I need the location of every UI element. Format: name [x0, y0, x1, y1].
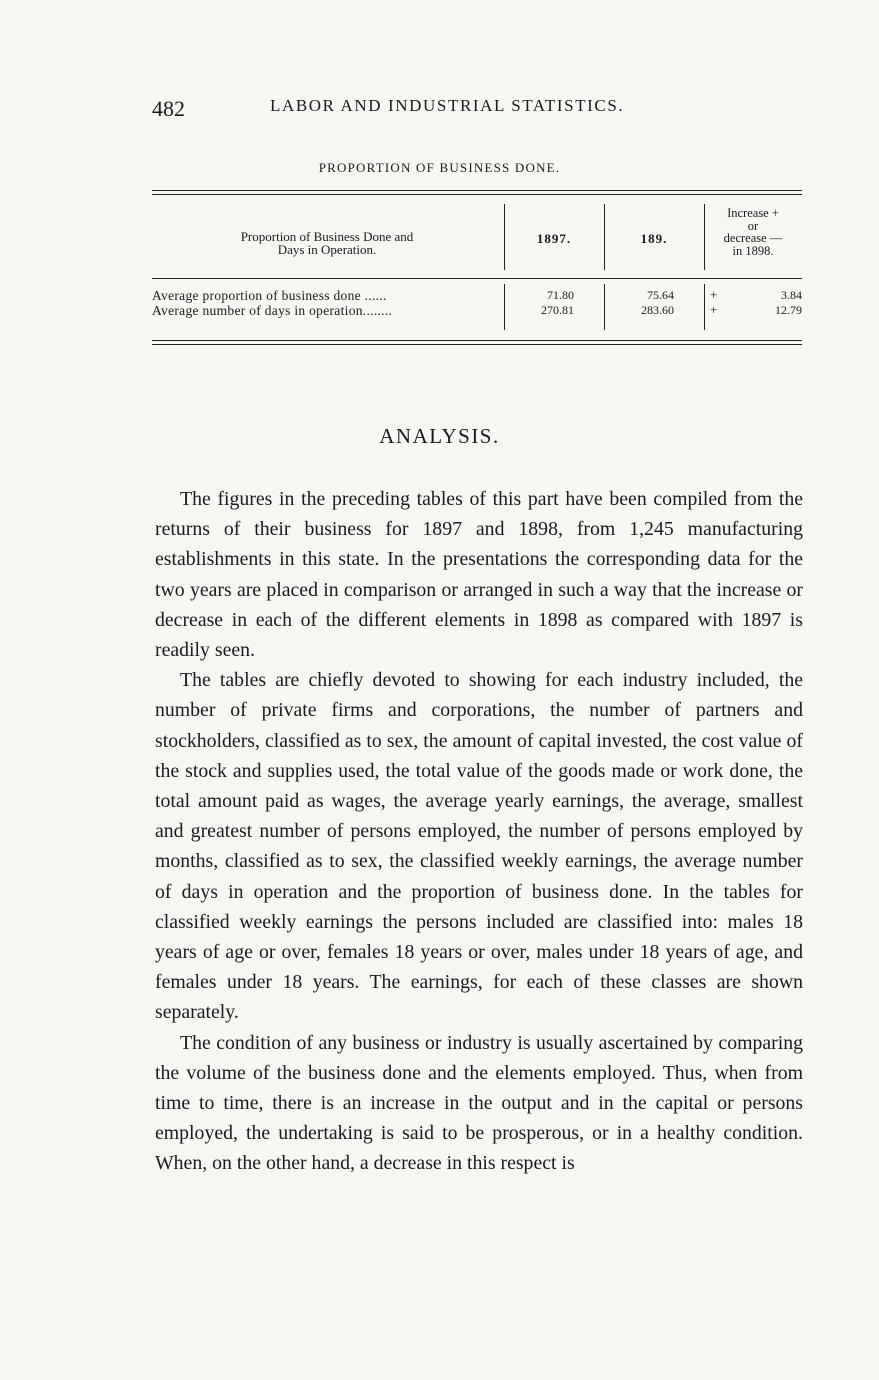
column-header-1897: 1897. [536, 231, 572, 246]
running-head [152, 96, 802, 126]
column-header-label [172, 230, 482, 256]
paragraph: The condition of any business or industry is usually ascertained by comparing the volume of the business done and the elements employed. Thus, when from time to time, there is an increase in the output and in the capital or persons employed, the undertaking is said to be prosperous, or in a healthy condition. When, on the other hand, a decrease in this respect is [155, 1031, 803, 1175]
value-1898: 75.64 [647, 288, 674, 302]
table-caption: PROPORTION OF BUSINESS DONE. [318, 160, 561, 175]
value-change: 12.79 [775, 303, 802, 317]
change-sign: + [710, 302, 718, 317]
paragraph: The figures in the preceding tables of this part have been compiled from the returns of their business for 1897 and 1898, from 1,245 manufacturing establishments in this state. In the presentations the corresponding data for the two years are placed in comparison or arranged in such a way that the increase or decrease in each of the different elements in 1898 as compared with 1897 is readily seen. [155, 488, 803, 662]
table-top-rule [152, 190, 802, 191]
table-top-rule-inner [152, 194, 802, 195]
table-header-rule [152, 278, 802, 279]
table-bottom-rule [152, 340, 802, 341]
value-1897: 71.80 [547, 288, 574, 302]
column-header-change-line: decrease — [723, 231, 783, 245]
section-heading: ANALYSIS. [379, 424, 500, 448]
value-1898: 283.60 [641, 303, 674, 317]
column-header-1898: 189. [640, 231, 668, 246]
column-header-change-line: in 1898. [732, 243, 774, 258]
column-header-label-line: Proportion of Business Done and [240, 229, 414, 244]
business-done-table [152, 190, 802, 350]
table-bottom-rule-outer [152, 344, 802, 345]
column-divider [704, 284, 705, 330]
analysis-body [155, 484, 803, 1179]
change-sign: + [710, 287, 718, 302]
value-1897: 270.81 [541, 303, 574, 317]
running-title: LABOR AND INDUSTRIAL STATISTICS. [270, 96, 625, 115]
value-change: 3.84 [781, 288, 802, 302]
column-header-change-line: or [747, 218, 759, 233]
paragraph: The tables are chiefly devoted to showing for each industry included, the number of private firms and corporations, the number of partners and stockholders, classified as to sex, the amount of capital invested, the cost value of the stock and supplies used, the total value of the goods made or work done, the total amount paid as wages, the average yearly earnings, the average, smallest and greatest number of persons employed, the number of persons employed by months, classified as to sex, the classified weekly earnings, the average number of days in operation and the proportion of business done. In the tables for classified weekly earnings the persons included are classified into: males 18 years of age or over, females 18 years or over, males under 18 years of age, and females under 18 years. The earnings, for each of these classes are shown separately. [155, 669, 803, 1024]
column-header-change-line: Increase + [727, 206, 779, 220]
row-label: Average proportion of business done ...... [152, 288, 387, 303]
page-number: 482 [152, 96, 185, 121]
row-label: Average number of days in operation........ [152, 303, 393, 318]
column-header-label-line: Days in Operation. [277, 242, 377, 257]
column-header-change [704, 207, 802, 257]
